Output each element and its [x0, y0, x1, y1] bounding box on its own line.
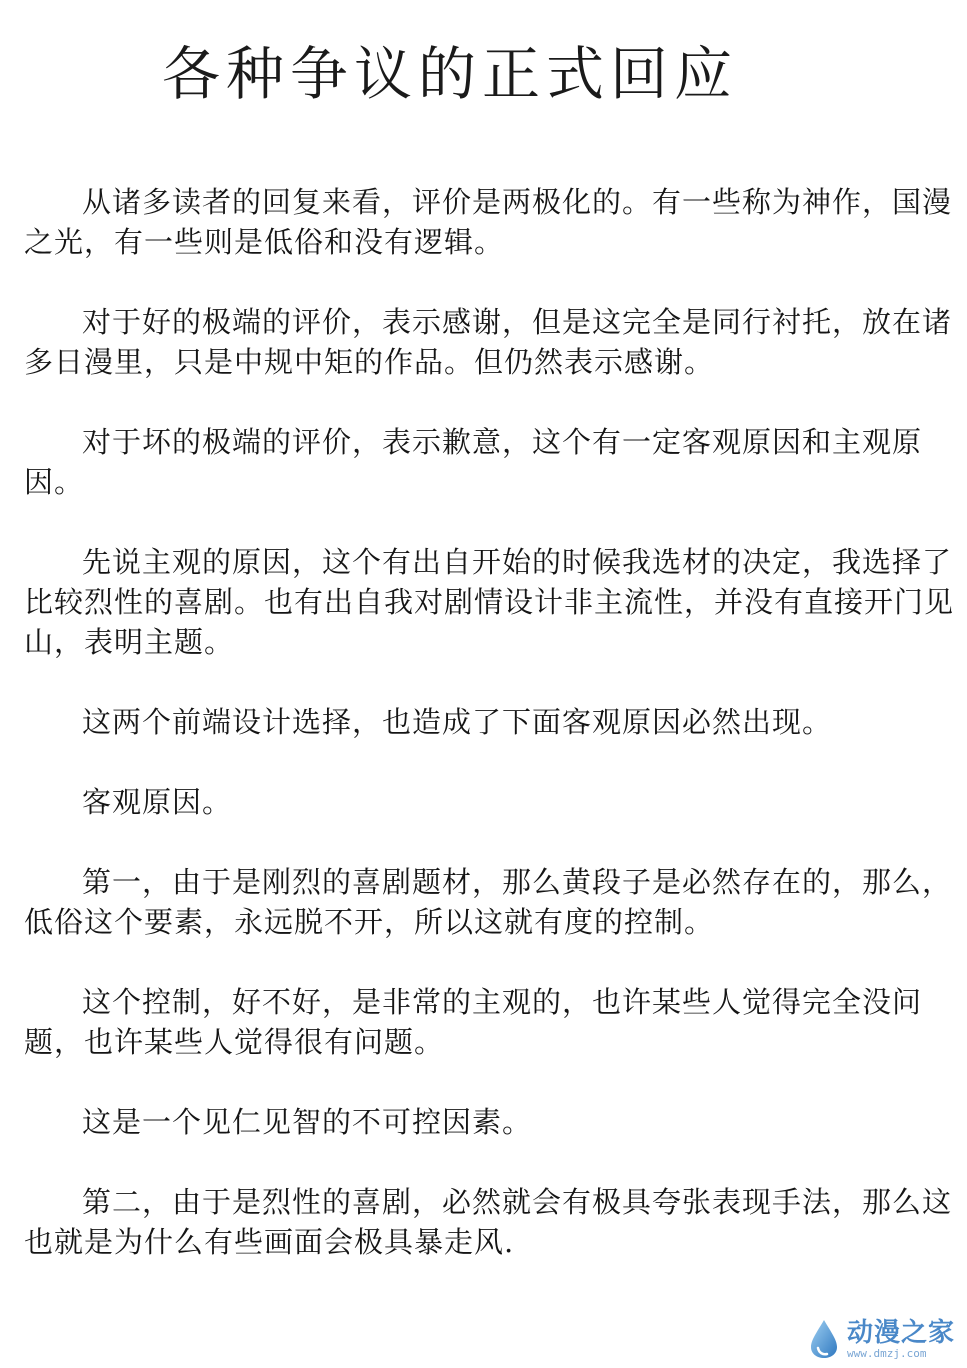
paragraph: 对于好的极端的评价，表示感谢，但是这完全是同行衬托，放在诸多日漫里，只是中规中矩的作品。但仍然表示感谢。	[24, 305, 953, 379]
paragraph: 第二，由于是烈性的喜剧，必然就会有极具夸张表现手法，那么这也就是为什么有些画面会极具暴走风.	[24, 1185, 953, 1259]
paragraph: 对于坏的极端的评价，表示歉意，这个有一定客观原因和主观原因。	[24, 425, 923, 499]
page-title: 各种争议的正式回应	[161, 40, 738, 108]
paragraph: 这两个前端设计选择，也造成了下面客观原因必然出现。	[82, 705, 833, 739]
document-body	[24, 182, 954, 1302]
watermark-text	[847, 1319, 955, 1360]
site-watermark	[807, 1318, 955, 1360]
paragraph: 第一，由于是刚烈的喜剧题材，那么黄段子是必然存在的，那么，低俗这个要素，永远脱不开，所以这就有度的控制。	[24, 865, 953, 939]
paragraph: 这是一个见仁见智的不可控因素。	[82, 1105, 533, 1139]
paragraph: 这个控制，好不好，是非常的主观的，也许某些人觉得完全没问题，也许某些人觉得很有问题。	[24, 985, 923, 1059]
water-drop-icon	[807, 1318, 841, 1360]
watermark-site-url: www.dmzj.com	[846, 1346, 927, 1360]
paragraph: 先说主观的原因，这个有出自开始的时候我选材的决定，我选择了比较烈性的喜剧。也有出自我对剧情设计非主流性，并没有直接开门见山，表明主题。	[24, 545, 955, 659]
paragraph: 客观原因。	[82, 785, 233, 819]
paragraph: 从诸多读者的回复来看，评价是两极化的。有一些称为神作，国漫之光，有一些则是低俗和没有逻辑。	[24, 185, 953, 259]
watermark-site-name: 动漫之家	[846, 1317, 955, 1348]
